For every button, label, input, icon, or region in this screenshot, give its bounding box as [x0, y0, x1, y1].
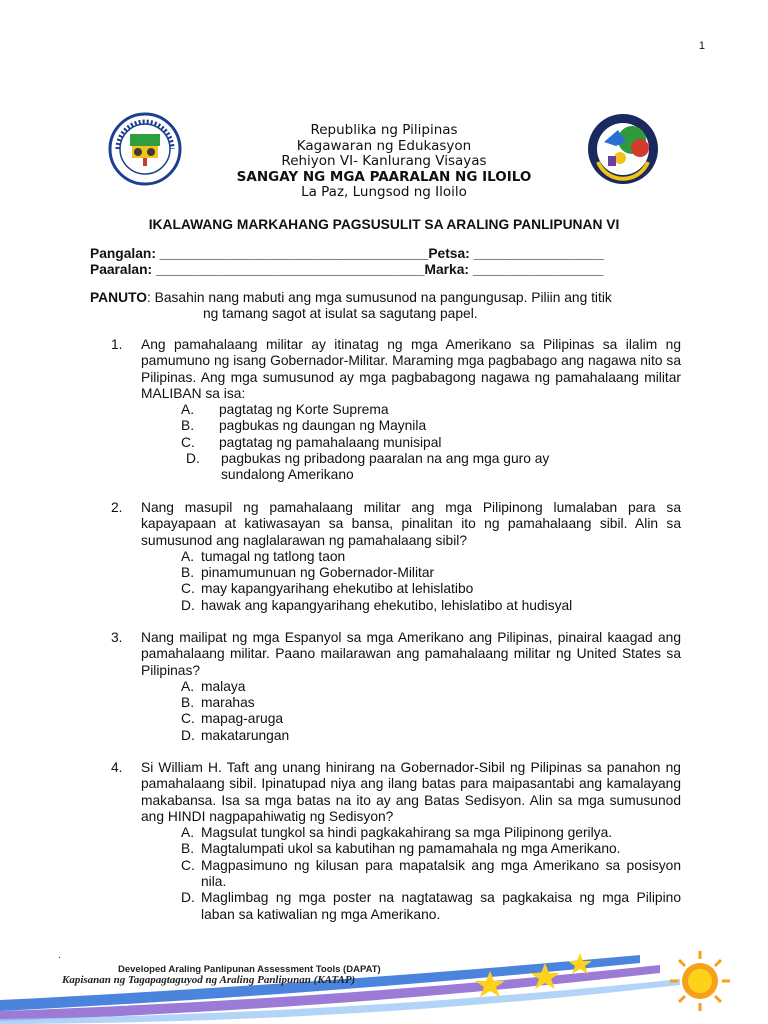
choice-letter: B. [181, 841, 195, 857]
choice-letter: D. [181, 890, 195, 906]
choice-letter: B. [181, 418, 195, 434]
choice-b [181, 841, 681, 857]
instructions-label: PANUTO [90, 290, 147, 305]
footer-line2: Kapisanan ng Tagapagtaguyod ng Araling Panlipunan (KATAP) [62, 974, 356, 986]
choice-text: makatarungan [201, 727, 290, 743]
choice-letter: A. [181, 548, 195, 564]
choice-c [181, 435, 681, 451]
choice-text: mapag-aruga [201, 711, 284, 727]
document-header [0, 123, 768, 201]
choice-letter: D. [186, 451, 200, 467]
choice-text: marahas [201, 695, 255, 711]
info-row-name-date: Pangalan: ___________________________________Petsa: _________________ [90, 246, 605, 261]
footer-banner [0, 945, 768, 1024]
choice-d [181, 890, 681, 923]
choice-letter: C. [181, 434, 195, 450]
choice-text: Maglimbag ng mga poster na nagtatawag sa pagkakaisa ng mga Pilipino laban sa katiwalian ng mga Amerikano. [201, 890, 681, 922]
choice-a [181, 549, 681, 565]
header-department: Kagawaran ng Edukasyon [296, 137, 472, 154]
star-icon [568, 953, 592, 974]
choice-d [181, 728, 681, 744]
header-division: SANGAY NG MGA PAARALAN NG ILOILO [236, 168, 532, 185]
question-1 [111, 337, 681, 484]
question-number: 2. [111, 500, 123, 515]
question-4 [111, 760, 681, 923]
choice-text: pagbukas ng daungan ng Maynila [219, 418, 427, 434]
choice-text: pagtatag ng Korte Suprema [219, 402, 389, 418]
choice-letter: A. [181, 825, 195, 841]
choice-letter: B. [181, 565, 195, 581]
question-stem: Nang masupil ng pamahalaang militar ang mga Pilipinong lumalaban para sa kapayapaan at katiwasayan sa bansa, pinalitan ito ng pamahalaang sibil. Alin sa sumusunod ang naglalarawan ng pamahalaang sibil? [141, 500, 681, 548]
choice-letter: B. [181, 695, 195, 711]
choice-text: Magpasimuno ng kilusan para mapatalsik ang mga Amerikano sa posisyon nila. [201, 857, 681, 890]
choice-c [181, 581, 681, 597]
instructions-text-1: : Basahin nang mabuti ang mga sumusunod na pangungusap. Piliin ang titik [146, 290, 612, 305]
choice-letter: A. [181, 402, 195, 418]
choice-text: Magsulat tungkol sa hindi pagkakahirang sa mga Pilipinong gerilya. [201, 825, 613, 841]
choice-text: tumagal ng tatlong taon [201, 548, 346, 564]
choice-a [181, 679, 681, 695]
choice-b [181, 565, 681, 581]
choice-a [181, 402, 681, 418]
header-republic: Republika ng Pilipinas [310, 122, 458, 138]
footer-line1: Developed Araling Panlipunan Assessment Tools (DAPAT) [118, 964, 381, 975]
choice-letter: A. [181, 678, 195, 694]
choice-letter: C. [181, 857, 195, 873]
choice-d [186, 451, 681, 484]
choice-c [181, 858, 681, 891]
exam-title: IKALAWANG MARKAHANG PAGSUSULIT SA ARALING PANLIPUNAN VI [148, 217, 620, 232]
header-region: Rehiyon VI- Kanlurang Visayas [281, 153, 487, 170]
instructions-text-2: ng tamang sagot at isulat sa sagutang papel. [203, 306, 478, 321]
question-stem: Si William H. Taft ang unang hinirang na Gobernador-Sibil ng Pilipinas sa panahon ng pamahalaang sibil. Ipinatupad niya ang ilang batas para maipasantabi ang kamalayang makabansa. Isa sa mga batas na ito ay ang Batas Sedisyon. Alin sa mga sumusunod ang HINDI nagpapahiwatig ng Sedisyon? [141, 760, 681, 824]
choice-text: pagbukas ng pribadong paaralan na ang mga guro ay sundalong Amerikano [221, 451, 550, 483]
choice-letter: D. [181, 727, 195, 743]
page-number: 1 [698, 40, 705, 52]
question-number: 3. [111, 630, 123, 645]
choice-letter: C. [181, 711, 195, 727]
question-stem: Nang mailipat ng mga Espanyol sa mga Amerikano ang Pilipinas, pinairal kaagad ang pamahalaang militar. Paano mailarawan ang pamahalaang militar ng United States sa Pilipinas? [141, 630, 681, 678]
choice-a [181, 825, 681, 841]
question-3 [111, 630, 681, 744]
choice-letter: D. [181, 597, 195, 613]
choice-c [181, 711, 681, 727]
question-number: 4. [111, 760, 123, 775]
choice-b [181, 695, 681, 711]
choice-b [181, 418, 681, 434]
question-stem: Ang pamahalaang militar ay itinatag ng mga Amerikano sa Pilipinas sa ilalim ng pamumuno ng isang Gobernador-Militar. Maraming mga pagbabago ang nagawa nito sa Pilipinas. Ang mga sumusunod ay mga pagbabagong nagawa ng pamahalaang militar MALIBAN sa isa: [141, 337, 681, 401]
choice-text: pinamumunuan ng Gobernador-Militar [201, 565, 435, 581]
instructions [90, 290, 710, 322]
choice-text: malaya [201, 678, 246, 694]
choice-text: may kapangyarihang ehekutibo at lehislatibo [201, 581, 474, 597]
info-row-school-score: Paaralan: ___________________________________Marka: _________________ [90, 262, 604, 277]
choice-text: hawak ang kapangyarihang ehekutibo, lehislatibo at hudisyal [201, 597, 573, 613]
question-2 [111, 500, 681, 614]
choice-text: Magtalumpati ukol sa kabutihan ng pamamahala ng mga Amerikano. [201, 841, 621, 857]
choice-d [181, 598, 681, 614]
question-number: 1. [111, 337, 123, 352]
header-address: La Paz, Lungsod ng Iloilo [301, 184, 467, 201]
choice-letter: C. [181, 581, 195, 597]
footer-dot: . [58, 950, 61, 961]
choice-text: pagtatag ng pamahalaang munisipal [219, 434, 442, 450]
